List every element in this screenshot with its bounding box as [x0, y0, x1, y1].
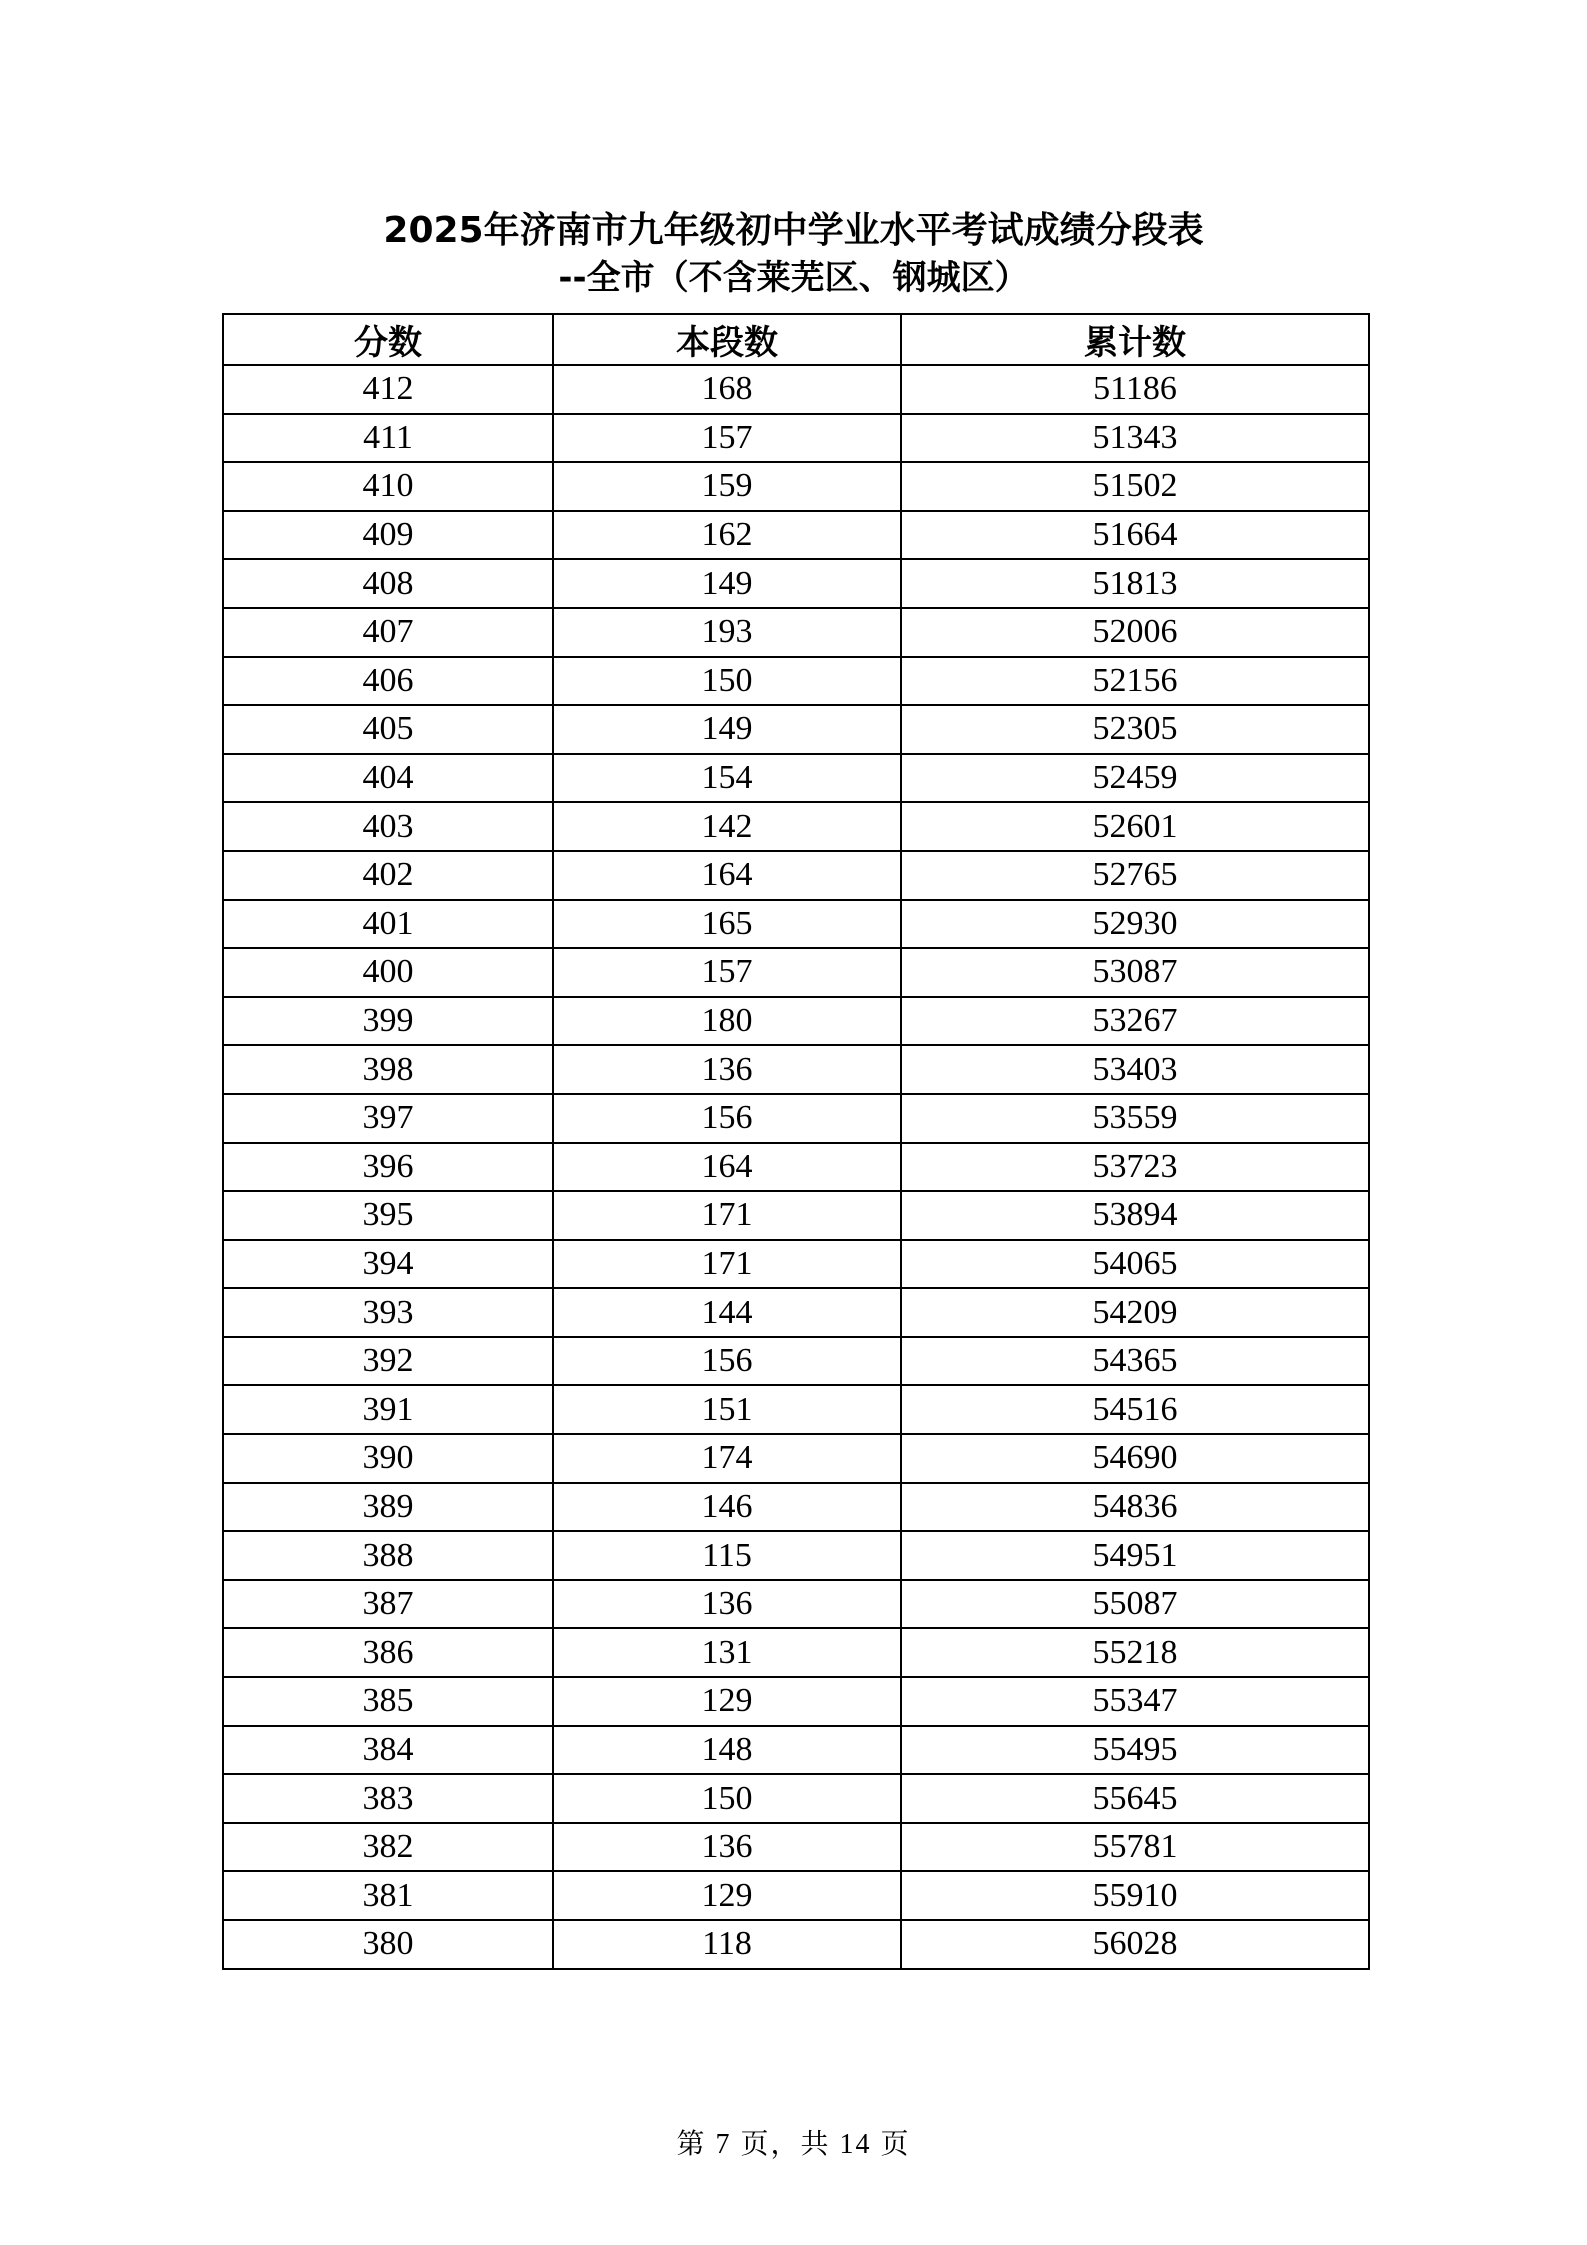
cell-score: 397: [223, 1094, 553, 1143]
table-row: [223, 1045, 1369, 1094]
cell-cumulative-count: 54690: [901, 1434, 1369, 1483]
cell-score: 382: [223, 1823, 553, 1872]
cell-segment-count: 193: [553, 608, 901, 657]
cell-segment-count: 136: [553, 1580, 901, 1629]
score-distribution-table: [222, 313, 1370, 1970]
header-segment-count: 本段数: [553, 314, 901, 365]
table-row: [223, 365, 1369, 414]
table-row: [223, 511, 1369, 560]
cell-cumulative-count: 54836: [901, 1483, 1369, 1532]
cell-cumulative-count: 52459: [901, 754, 1369, 803]
title-block: [0, 206, 1587, 300]
table-row: [223, 1628, 1369, 1677]
table-row: [223, 802, 1369, 851]
cell-segment-count: 156: [553, 1337, 901, 1386]
table-row: [223, 1774, 1369, 1823]
cell-cumulative-count: 51186: [901, 365, 1369, 414]
cell-cumulative-count: 52765: [901, 851, 1369, 900]
table-row: [223, 1531, 1369, 1580]
cell-segment-count: 165: [553, 900, 901, 949]
cell-score: 391: [223, 1385, 553, 1434]
cell-score: 383: [223, 1774, 553, 1823]
cell-cumulative-count: 54065: [901, 1240, 1369, 1289]
cell-segment-count: 168: [553, 365, 901, 414]
table-row: [223, 608, 1369, 657]
cell-segment-count: 136: [553, 1823, 901, 1872]
cell-cumulative-count: 55910: [901, 1871, 1369, 1920]
table-row: [223, 1288, 1369, 1337]
cell-segment-count: 159: [553, 462, 901, 511]
table-row: [223, 900, 1369, 949]
cell-score: 406: [223, 657, 553, 706]
cell-score: 381: [223, 1871, 553, 1920]
cell-score: 394: [223, 1240, 553, 1289]
cell-score: 407: [223, 608, 553, 657]
table-row: [223, 948, 1369, 997]
cell-segment-count: 146: [553, 1483, 901, 1532]
table-row: [223, 1191, 1369, 1240]
cell-cumulative-count: 55347: [901, 1677, 1369, 1726]
cell-segment-count: 164: [553, 851, 901, 900]
cell-score: 380: [223, 1920, 553, 1969]
cell-score: 399: [223, 997, 553, 1046]
cell-score: 410: [223, 462, 553, 511]
table-row: [223, 1094, 1369, 1143]
cell-score: 401: [223, 900, 553, 949]
table-row: [223, 754, 1369, 803]
page-title: 2025年济南市九年级初中学业水平考试成绩分段表: [383, 210, 1204, 251]
table-row: [223, 462, 1369, 511]
cell-segment-count: 131: [553, 1628, 901, 1677]
table-row: [223, 1871, 1369, 1920]
cell-score: 409: [223, 511, 553, 560]
table-row: [223, 1677, 1369, 1726]
table-header-row: [223, 314, 1369, 365]
cell-score: 384: [223, 1726, 553, 1775]
cell-score: 404: [223, 754, 553, 803]
cell-segment-count: 144: [553, 1288, 901, 1337]
cell-cumulative-count: 53267: [901, 997, 1369, 1046]
cell-segment-count: 150: [553, 1774, 901, 1823]
cell-segment-count: 150: [553, 657, 901, 706]
cell-segment-count: 180: [553, 997, 901, 1046]
cell-segment-count: 129: [553, 1677, 901, 1726]
page-footer: [0, 2122, 1587, 2162]
cell-score: 408: [223, 559, 553, 608]
table-row: [223, 1385, 1369, 1434]
table-row: [223, 559, 1369, 608]
table-row: [223, 1143, 1369, 1192]
cell-segment-count: 149: [553, 705, 901, 754]
cell-score: 400: [223, 948, 553, 997]
page-number-label: 第 7 页，共 14 页: [676, 2129, 911, 2160]
table-row: [223, 1483, 1369, 1532]
cell-segment-count: 171: [553, 1240, 901, 1289]
cell-segment-count: 148: [553, 1726, 901, 1775]
cell-score: 411: [223, 414, 553, 463]
cell-score: 395: [223, 1191, 553, 1240]
cell-segment-count: 151: [553, 1385, 901, 1434]
cell-cumulative-count: 55781: [901, 1823, 1369, 1872]
cell-score: 385: [223, 1677, 553, 1726]
page-subtitle: --全市（不含莱芜区、钢城区）: [558, 258, 1029, 298]
table-row: [223, 1726, 1369, 1775]
cell-score: 396: [223, 1143, 553, 1192]
cell-score: 388: [223, 1531, 553, 1580]
cell-cumulative-count: 53403: [901, 1045, 1369, 1094]
header-score: 分数: [223, 314, 553, 365]
cell-cumulative-count: 53559: [901, 1094, 1369, 1143]
table-row: [223, 1434, 1369, 1483]
table-body: [223, 365, 1369, 1969]
cell-cumulative-count: 52006: [901, 608, 1369, 657]
table-row: [223, 705, 1369, 754]
table-row: [223, 1580, 1369, 1629]
table-row: [223, 414, 1369, 463]
cell-cumulative-count: 52601: [901, 802, 1369, 851]
cell-cumulative-count: 54516: [901, 1385, 1369, 1434]
cell-score: 386: [223, 1628, 553, 1677]
cell-cumulative-count: 55218: [901, 1628, 1369, 1677]
cell-score: 390: [223, 1434, 553, 1483]
cell-cumulative-count: 51502: [901, 462, 1369, 511]
cell-score: 403: [223, 802, 553, 851]
table-row: [223, 997, 1369, 1046]
cell-cumulative-count: 51664: [901, 511, 1369, 560]
header-cumulative-count: 累计数: [901, 314, 1369, 365]
table-row: [223, 1920, 1369, 1969]
cell-cumulative-count: 54951: [901, 1531, 1369, 1580]
cell-cumulative-count: 53087: [901, 948, 1369, 997]
cell-segment-count: 136: [553, 1045, 901, 1094]
table-row: [223, 1240, 1369, 1289]
table-row: [223, 657, 1369, 706]
cell-cumulative-count: 55645: [901, 1774, 1369, 1823]
cell-score: 393: [223, 1288, 553, 1337]
cell-cumulative-count: 55495: [901, 1726, 1369, 1775]
table-row: [223, 1823, 1369, 1872]
cell-segment-count: 164: [553, 1143, 901, 1192]
cell-segment-count: 154: [553, 754, 901, 803]
cell-segment-count: 156: [553, 1094, 901, 1143]
cell-cumulative-count: 54365: [901, 1337, 1369, 1386]
cell-score: 387: [223, 1580, 553, 1629]
cell-cumulative-count: 52156: [901, 657, 1369, 706]
table-row: [223, 1337, 1369, 1386]
cell-segment-count: 129: [553, 1871, 901, 1920]
cell-segment-count: 162: [553, 511, 901, 560]
cell-cumulative-count: 56028: [901, 1920, 1369, 1969]
cell-cumulative-count: 53894: [901, 1191, 1369, 1240]
cell-score: 392: [223, 1337, 553, 1386]
cell-cumulative-count: 52930: [901, 900, 1369, 949]
cell-score: 398: [223, 1045, 553, 1094]
cell-score: 412: [223, 365, 553, 414]
cell-cumulative-count: 55087: [901, 1580, 1369, 1629]
cell-segment-count: 115: [553, 1531, 901, 1580]
cell-score: 405: [223, 705, 553, 754]
table-row: [223, 851, 1369, 900]
cell-segment-count: 157: [553, 414, 901, 463]
cell-segment-count: 142: [553, 802, 901, 851]
cell-segment-count: 157: [553, 948, 901, 997]
cell-segment-count: 118: [553, 1920, 901, 1969]
cell-segment-count: 174: [553, 1434, 901, 1483]
cell-score: 389: [223, 1483, 553, 1532]
cell-score: 402: [223, 851, 553, 900]
cell-cumulative-count: 52305: [901, 705, 1369, 754]
cell-cumulative-count: 51343: [901, 414, 1369, 463]
cell-cumulative-count: 54209: [901, 1288, 1369, 1337]
cell-cumulative-count: 51813: [901, 559, 1369, 608]
cell-segment-count: 171: [553, 1191, 901, 1240]
cell-segment-count: 149: [553, 559, 901, 608]
cell-cumulative-count: 53723: [901, 1143, 1369, 1192]
